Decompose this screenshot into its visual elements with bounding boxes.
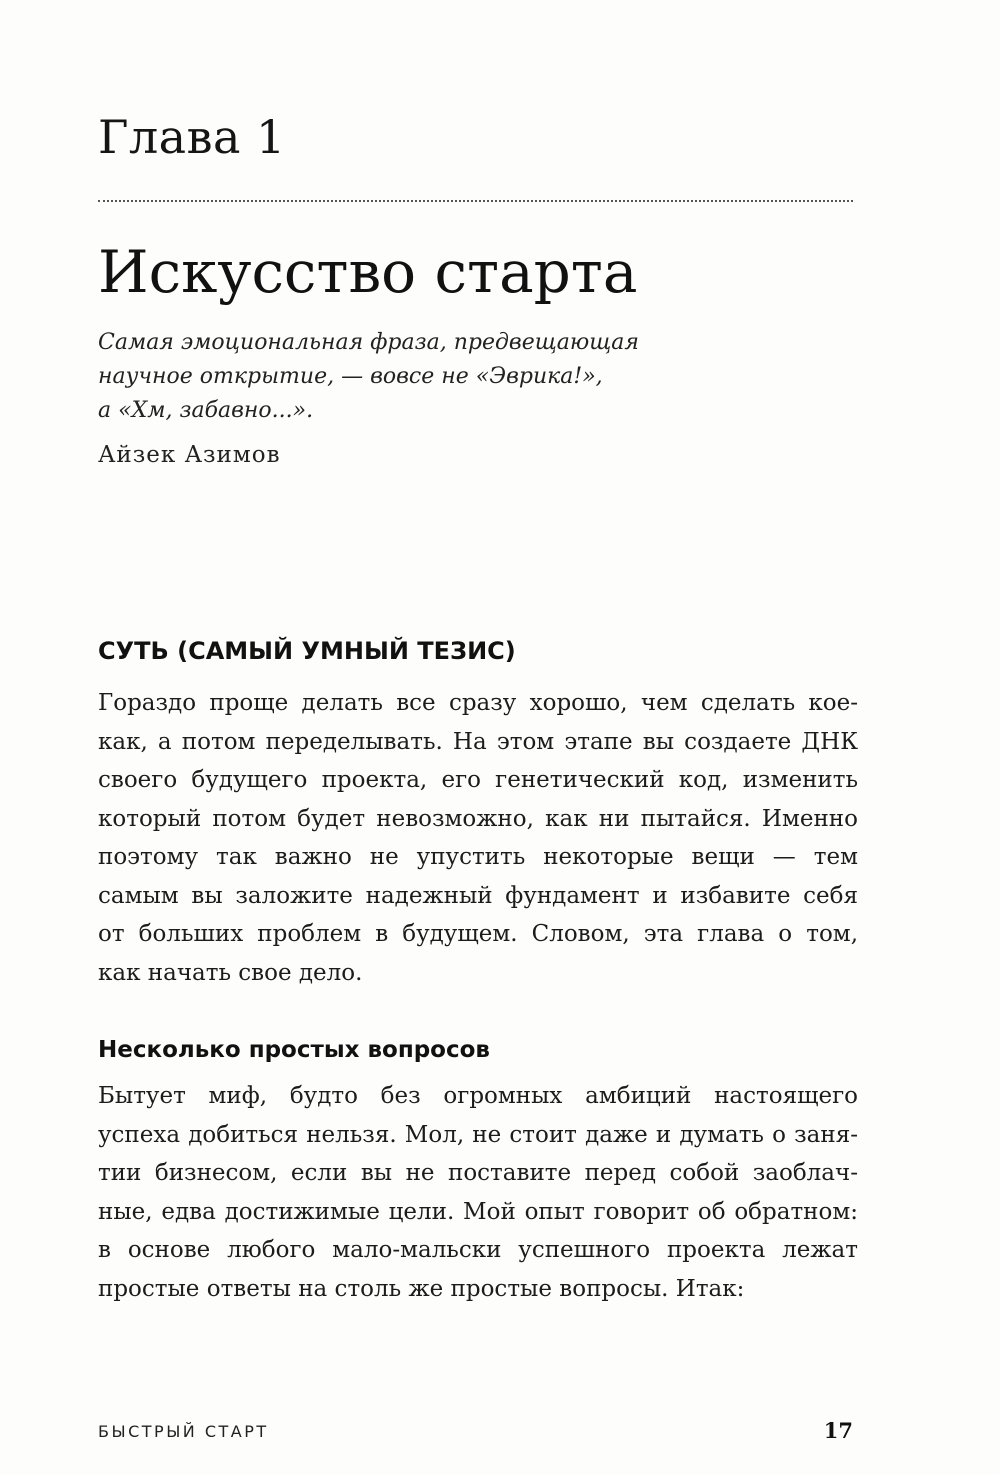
- paragraph-line: Бытует миф, будто без огромных амбиций настоящего: [98, 1083, 858, 1109]
- paragraph-line: успеха добиться нельзя. Мол, не стоит даже и думать о заня-: [98, 1121, 858, 1148]
- epigraph-quote: [98, 326, 718, 428]
- chapter-title: Искусство старта: [98, 238, 638, 306]
- paragraph-line: простые ответы на столь же простые вопросы. Итак:: [98, 1275, 745, 1302]
- chapter-label: Глава 1: [98, 110, 286, 164]
- paragraph-line: как начать свое дело.: [98, 959, 363, 986]
- paragraph-line: самым вы заложите надежный фундамент и избавите себя: [98, 882, 858, 909]
- paragraph-line: Гораздо проще делать все сразу хорошо, чем сделать кое-: [98, 690, 858, 716]
- paragraph-line: ные, едва достижимые цели. Мой опыт говорит об обратном:: [98, 1198, 858, 1225]
- paragraph-line: как, а потом переделывать. На этом этапе вы создаете ДНК: [98, 728, 858, 755]
- epigraph-author: Айзек Азимов: [98, 442, 281, 468]
- paragraph-line: поэтому так важно не упустить некоторые вещи — тем: [98, 844, 858, 870]
- paragraph-line: который потом будет невозможно, как ни пытайся. Именно: [98, 805, 858, 832]
- epigraph-line: а «Хм, забавно...».: [98, 398, 314, 423]
- subsection-paragraph: [98, 1077, 858, 1308]
- page-number: 17: [823, 1418, 853, 1443]
- section-heading: СУТЬ (САМЫЙ УМНЫЙ ТЕЗИС): [98, 637, 516, 665]
- section-paragraph: [98, 684, 858, 992]
- running-footer-title: БЫСТРЫЙ СТАРТ: [98, 1422, 269, 1441]
- paragraph-line: тии бизнесом, если вы не поставите перед собой заоблач-: [98, 1160, 858, 1186]
- paragraph-line: своего будущего проекта, его генетический код, изменить: [98, 767, 858, 793]
- paragraph-line: от больших проблем в будущем. Словом, эта глава о том,: [98, 921, 858, 947]
- paragraph-line: в основе любого мало-мальски успешного проекта лежат: [98, 1237, 858, 1263]
- subsection-heading: Несколько простых вопросов: [98, 1037, 490, 1063]
- dotted-divider: [98, 200, 853, 202]
- epigraph-line: Самая эмоциональная фраза, предвещающая: [98, 330, 639, 355]
- epigraph-line: научное открытие, — вовсе не «Эврика!»,: [98, 364, 603, 389]
